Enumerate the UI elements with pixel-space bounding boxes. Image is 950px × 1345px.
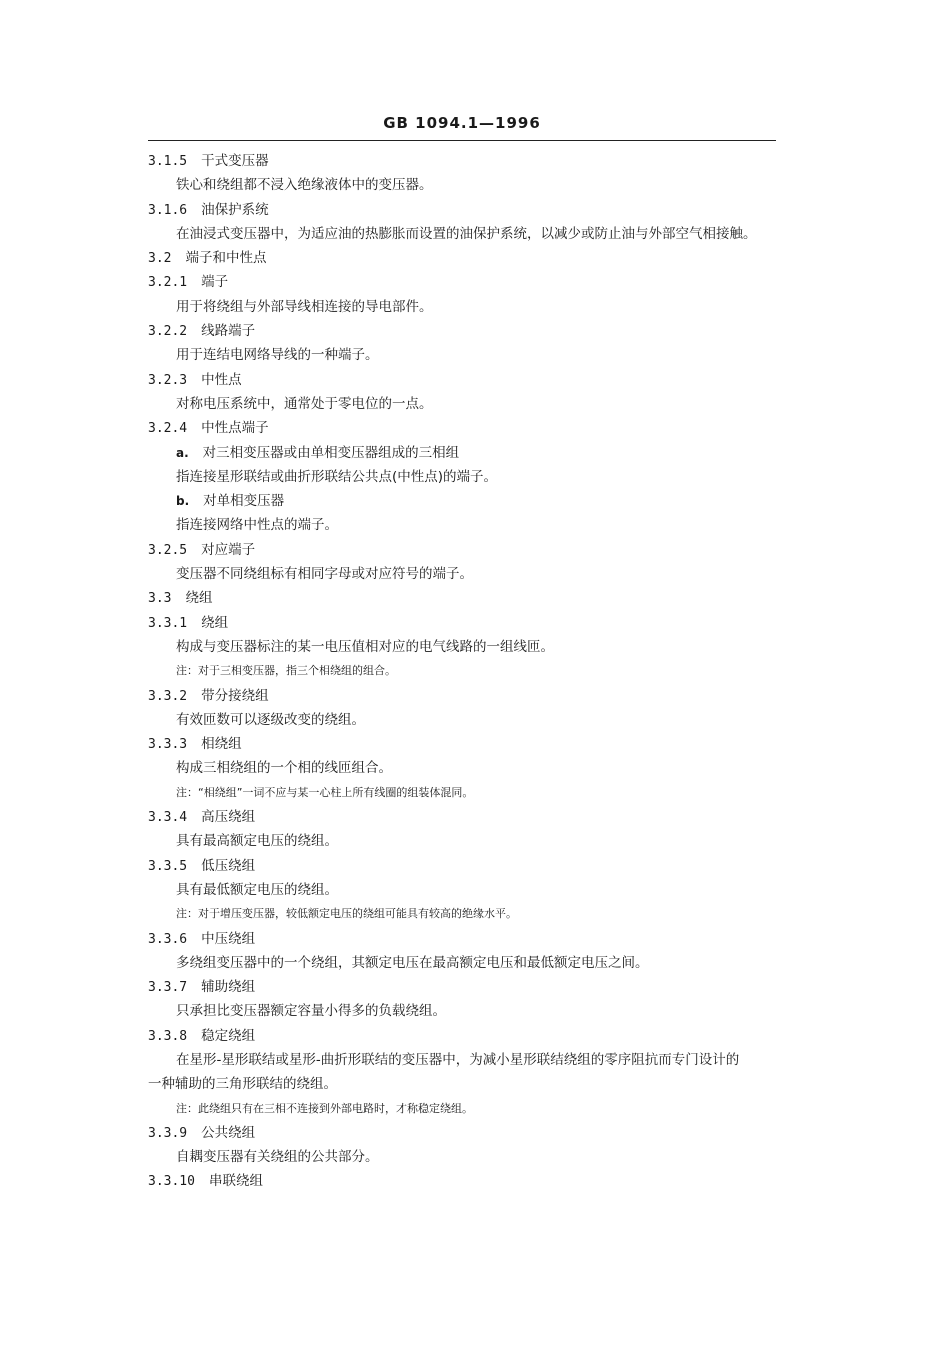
section-heading: [148, 149, 778, 173]
section-number: 3.2.2: [148, 324, 188, 340]
section-heading: [148, 368, 778, 392]
sub-item: [148, 441, 778, 465]
section-number: 3.1.6: [148, 202, 188, 218]
section-title: 绕组: [185, 590, 213, 607]
header-rule: [148, 140, 776, 141]
section-number: 3.3.10: [148, 1174, 195, 1190]
definition-text: 用于将绕组与外部导线相连接的导电部件。: [176, 298, 433, 315]
section-number: 3.1.5: [148, 154, 188, 169]
sub-item: [148, 489, 778, 513]
section-title: 油保护系统: [201, 201, 269, 218]
section-title: 端子: [201, 274, 229, 291]
section-heading: [148, 198, 778, 222]
section-number: 3.3.9: [148, 1125, 188, 1141]
section-heading: [148, 270, 778, 294]
definition-text: 用于连结电网络导线的一种端子。: [176, 347, 379, 364]
section-heading: [148, 1169, 778, 1193]
section-title: 中性点端子: [201, 420, 269, 437]
section-number: 3.2: [148, 251, 172, 267]
sub-item-label: b.: [176, 494, 190, 509]
section-number: 3.3.2: [148, 688, 188, 704]
definition-text: 在星形-星形联结或星形-曲折形联结的变压器中，为减小星形联结绕组的零序阻抗而专门设计的: [176, 1051, 740, 1068]
section-heading: [148, 246, 778, 270]
section-title: 线路端子: [201, 323, 256, 340]
section-heading: [148, 611, 778, 635]
sub-item-text: 对三相变压器或由单相变压器组成的三相组: [202, 444, 460, 461]
section-heading: [148, 927, 778, 951]
definition-text: 指连接网络中性点的端子。: [176, 517, 338, 534]
section-heading: [148, 854, 778, 878]
section-heading: [148, 586, 778, 610]
section-number: 3.3.6: [148, 931, 188, 947]
definition-text: 多绕组变压器中的一个绕组，其额定电压在最高额定电压和最低额定电压之间。: [176, 954, 649, 971]
definition-text: 具有最低额定电压的绕组。: [176, 881, 338, 898]
section-heading: [148, 975, 778, 999]
section-number: 3.3.3: [148, 737, 188, 753]
section-title: 端子和中性点: [185, 250, 267, 267]
note-text: 注：此绕组只有在三相不连接到外部电路时，才称稳定绕组。: [176, 1101, 473, 1115]
section-heading: [148, 684, 778, 708]
section-heading: [148, 732, 778, 756]
section-title: 串联绕组: [208, 1173, 263, 1190]
definition-text: 指连接星形联结或曲折形联结公共点(中性点)的端子。: [176, 468, 498, 485]
section-title: 对应端子: [201, 541, 256, 558]
section-title: 公共绕组: [201, 1124, 256, 1141]
section-number: 3.2.4: [148, 421, 188, 437]
section-heading: [148, 805, 778, 829]
section-number: 3.3.8: [148, 1028, 188, 1044]
sub-item-label: a.: [176, 445, 189, 460]
section-title: 高压绕组: [201, 809, 256, 826]
section-number: 3.2.3: [148, 372, 188, 388]
section-title: 绕组: [201, 614, 229, 631]
note-text: 注：“相绕组”一词不应与某一心柱上所有线圈的组装体混同。: [176, 785, 474, 799]
section-title: 低压绕组: [201, 857, 256, 874]
section-title: 中压绕组: [201, 930, 256, 947]
definition-text: 构成与变压器标注的某一电压值相对应的电气线路的一组线匝。: [176, 638, 554, 655]
section-heading: [148, 538, 778, 562]
section-title: 稳定绕组: [201, 1027, 256, 1044]
section-title: 相绕组: [201, 736, 242, 753]
section-heading: [148, 319, 778, 343]
definition-text: 具有最高额定电压的绕组。: [176, 833, 338, 850]
section-title: 干式变压器: [201, 153, 269, 169]
definition-text: 铁心和绕组都不浸入绝缘液体中的变压器。: [176, 177, 433, 194]
section-number: 3.3.5: [148, 858, 188, 874]
section-title: 辅助绕组: [201, 979, 256, 996]
definition-text: 有效匝数可以逐级改变的绕组。: [176, 711, 365, 728]
section-number: 3.3.1: [148, 615, 188, 631]
definition-text: 变压器不同绕组标有相同字母或对应符号的端子。: [176, 566, 473, 583]
section-number: 3.3: [148, 591, 172, 607]
definition-text: 在油浸式变压器中，为适应油的热膨胀而设置的油保护系统，以减少或防止油与外部空气相接触。: [176, 225, 757, 242]
definition-continuation: 一种辅助的三角形联结的绕组。: [148, 1076, 337, 1093]
note-text: 注：对于增压变压器，较低额定电压的绕组可能具有较高的绝缘水平。: [176, 907, 517, 921]
definition-text: 自耦变压器有关绕组的公共部分。: [176, 1149, 379, 1166]
section-heading: [148, 1121, 778, 1145]
section-number: 3.2.5: [148, 542, 188, 558]
note-text: 注：对于三相变压器，指三个相绕组的组合。: [176, 664, 396, 678]
section-number: 3.2.1: [148, 275, 188, 291]
section-number: 3.3.7: [148, 980, 188, 996]
definition-text: 构成三相绕组的一个相的线匝组合。: [176, 760, 392, 777]
definition-text: 对称电压系统中，通常处于零电位的一点。: [176, 395, 433, 412]
page-header: GB 1094.1—1996: [383, 114, 541, 132]
document-body: [148, 149, 778, 1194]
section-heading: [148, 416, 778, 440]
sub-item-text: 对单相变压器: [203, 493, 285, 510]
section-title: 中性点: [201, 371, 242, 388]
section-number: 3.3.4: [148, 810, 188, 826]
section-title: 带分接绕组: [201, 687, 269, 704]
definition-text: 只承担比变压器额定容量小得多的负载绕组。: [176, 1003, 446, 1020]
section-heading: [148, 1024, 778, 1048]
